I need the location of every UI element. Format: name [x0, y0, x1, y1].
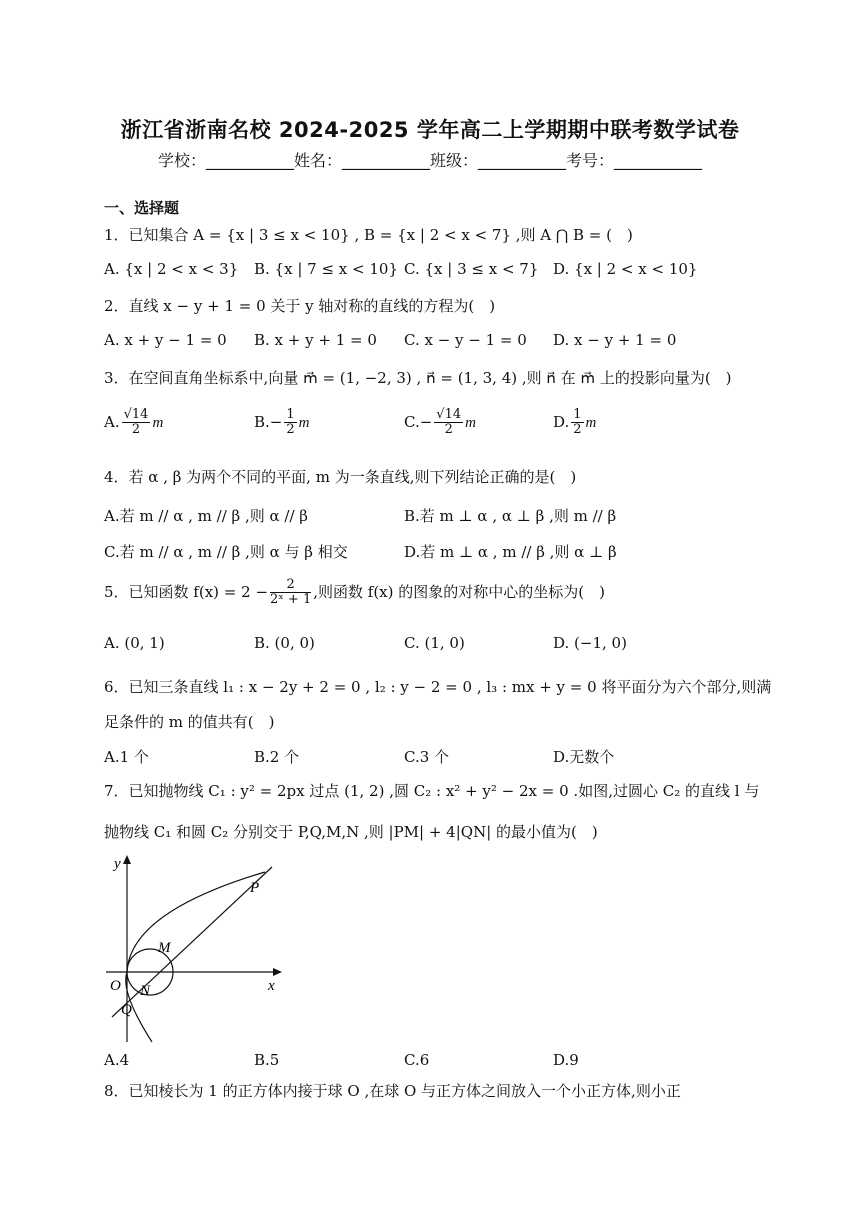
question-2-option-c: C. x − y − 1 = 0	[404, 331, 527, 349]
y-axis-arrow-icon	[123, 855, 131, 864]
question-3-option-a: A. $\frac{√14}{2}$ m⃗	[104, 407, 175, 438]
question-2-option-a: A. x + y − 1 = 0	[104, 331, 227, 349]
question-3-stem: 3．在空间直角坐标系中,向量 m⃗ = (1, −2, 3) , n⃗ = (1, 3, 4) ,则 n⃗ 在 m⃗ 上的投影向量为( )	[104, 369, 732, 387]
question-2-option-d: D. x − y + 1 = 0	[553, 331, 677, 349]
question-6-stem-line-2: 足条件的 m 的值共有( )	[104, 713, 275, 731]
line-l	[112, 867, 272, 1017]
parabola-curve	[126, 872, 265, 1042]
question-7-option-b: B.5	[254, 1051, 280, 1069]
question-1-option-d: D. {x | 2 < x < 10}	[553, 260, 698, 278]
question-1-stem: 1．已知集合 A = {x | 3 ≤ x < 10} , B = {x | 2 < x < 7} ,则 A ⋂ B = ( )	[104, 226, 633, 244]
label-y: y	[114, 856, 121, 872]
question-1-option-b: B. {x | 7 ≤ x < 10}	[254, 260, 398, 278]
question-7-option-a: A.4	[104, 1051, 130, 1069]
question-5-option-c: C. (1, 0)	[404, 634, 465, 652]
question-7-stem-line-2: 抛物线 C₁ 和圆 C₂ 分别交于 P,Q,M,N ,则 |PM| + 4|QN| 的最小值为( )	[104, 823, 598, 841]
label-p: P	[250, 880, 260, 896]
question-3-option-b: B.− $\frac{1}{2}$ m⃗	[254, 407, 322, 438]
question-3-option-d: D. $\frac{1}{2}$ m⃗	[553, 407, 609, 438]
section-heading: 一、选择题	[104, 199, 180, 217]
label-o: O	[110, 978, 121, 994]
question-6-option-c: C.3 个	[404, 748, 450, 766]
question-3-option-c: C.− $\frac{√14}{2}$ m⃗	[404, 407, 488, 438]
question-4-stem: 4．若 α , β 为两个不同的平面, m 为一条直线,则下列结论正确的是( )	[104, 468, 577, 486]
question-4-option-d: D.若 m ⊥ α , m // β ,则 α ⊥ β	[404, 543, 617, 561]
question-6-option-a: A.1 个	[104, 748, 149, 766]
page-title: 浙江省浙南名校 2024-2025 学年高二上学期期中联考数学试卷	[120, 118, 740, 142]
x-axis-arrow-icon	[273, 968, 282, 976]
question-4-option-c: C.若 m // α , m // β ,则 α 与 β 相交	[104, 543, 348, 561]
question-6-stem-line-1: 6．已知三条直线 l₁ : x − 2y + 2 = 0 , l₂ : y − 2 = 0 , l₃ : mx + y = 0 将平面分为六个部分,则满	[104, 678, 772, 696]
question-4-option-b: B.若 m ⊥ α , α ⊥ β ,则 m // β	[404, 507, 617, 525]
label-n: N	[140, 983, 151, 999]
label-q: Q	[121, 1002, 132, 1018]
question-7-option-c: C.6	[404, 1051, 430, 1069]
question-4-option-a: A.若 m // α , m // β ,则 α // β	[104, 507, 308, 525]
question-7-stem-line-1: 7．已知抛物线 C₁ : y² = 2px 过点 (1, 2) ,圆 C₂ : x² + y² − 2x = 0 .如图,过圆心 C₂ 的直线 l 与	[104, 782, 760, 800]
question-6-option-d: D.无数个	[553, 748, 615, 766]
question-7-figure	[100, 852, 290, 1047]
question-2-option-b: B. x + y + 1 = 0	[254, 331, 377, 349]
question-5-option-b: B. (0, 0)	[254, 634, 315, 652]
question-2-stem: 2．直线 x − y + 1 = 0 关于 y 轴对称的直线的方程为( )	[104, 297, 496, 315]
label-m: M	[158, 940, 171, 956]
question-6-option-b: B.2 个	[254, 748, 300, 766]
student-info-line: 学校：___________姓名：___________班级：___________考号：___________	[157, 151, 702, 170]
question-1-option-a: A. {x | 2 < x < 3}	[104, 260, 239, 278]
question-1-option-c: C. {x | 3 ≤ x < 7}	[404, 260, 539, 278]
question-5-option-d: D. (−1, 0)	[553, 634, 627, 652]
question-8-stem: 8．已知棱长为 1 的正方体内接于球 O ,在球 O 与正方体之间放入一个小正方体,则小正	[104, 1082, 681, 1100]
label-x: x	[268, 978, 275, 994]
question-7-option-d: D.9	[553, 1051, 579, 1069]
question-5-stem: 5．已知函数 f(x) = 2 − $\frac{2}{\text{2ˣ + 1}}$ ,则函数 f(x) 的图象的对称中心的坐标为( )	[104, 577, 605, 608]
question-5-option-a: A. (0, 1)	[104, 634, 165, 652]
